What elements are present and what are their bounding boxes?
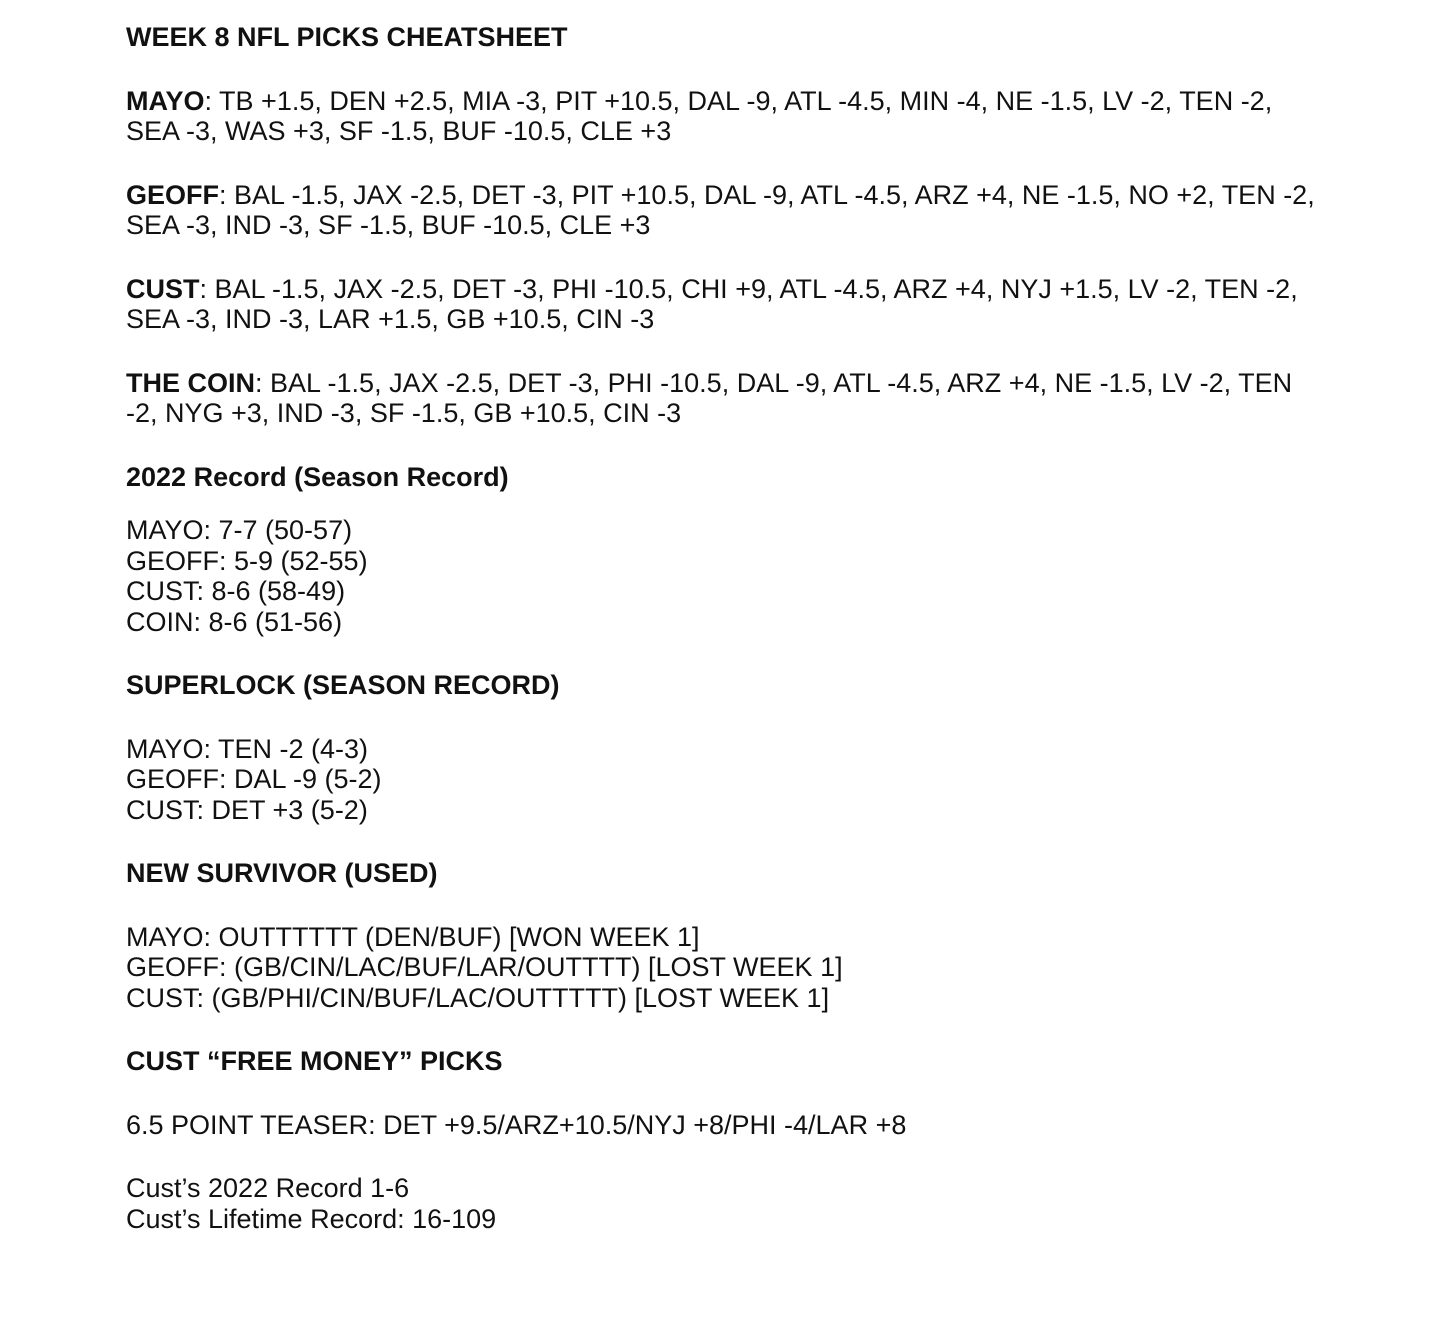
superlock-list	[126, 734, 1326, 826]
picks-list: : TB +1.5, DEN +2.5, MIA -3, PIT +10.5, DAL -9, ATL -4.5, MIN -4, NE -1.5, LV -2, TEN -2, SEA -3, WAS +3, SF -1.5, BUF -10.5, CLE +3	[126, 85, 1273, 146]
picker-name: CUST	[126, 273, 200, 304]
document-title: WEEK 8 NFL PICKS CHEATSHEET	[126, 22, 568, 52]
teaser-pick	[126, 1110, 1326, 1141]
survivor-list	[126, 922, 1326, 1014]
picks-mayo	[126, 86, 1326, 147]
survivor-line: CUST: (GB/PHI/CIN/BUF/LAC/OUTTTTT) [LOST WEEK 1]	[126, 982, 830, 1013]
cust-records	[126, 1173, 1326, 1234]
picks-list: : BAL -1.5, JAX -2.5, DET -3, PHI -10.5, CHI +9, ATL -4.5, ARZ +4, NYJ +1.5, LV -2, TEN -2, SEA -3, IND -3, LAR +1.5, GB +10.5, CIN -3	[126, 273, 1298, 334]
superlock-line: CUST: DET +3 (5-2)	[126, 794, 368, 825]
picker-name: GEOFF	[126, 179, 219, 210]
picks-list: : BAL -1.5, JAX -2.5, DET -3, PHI -10.5, DAL -9, ATL -4.5, ARZ +4, NE -1.5, LV -2, TEN -2, NYG +3, IND -3, SF -1.5, GB +10.5, CIN -3	[126, 367, 1293, 428]
survivor-heading: NEW SURVIVOR (USED)	[126, 858, 438, 888]
survivor-line: MAYO: OUTTTTTT (DEN/BUF) [WON WEEK 1]	[126, 921, 700, 952]
cust-record-line: Cust’s 2022 Record 1-6	[126, 1173, 410, 1203]
record-line: COIN: 8-6 (51-56)	[126, 606, 343, 637]
superlock-line: MAYO: TEN -2 (4-3)	[126, 733, 369, 764]
record-line: GEOFF: 5-9 (52-55)	[126, 545, 368, 576]
record-heading: 2022 Record (Season Record)	[126, 461, 509, 492]
superlock-heading: SUPERLOCK (SEASON RECORD)	[126, 670, 560, 700]
picker-name: THE COIN	[126, 367, 256, 398]
picker-name: MAYO	[126, 85, 205, 116]
superlock-line: GEOFF: DAL -9 (5-2)	[126, 764, 382, 794]
record-line: MAYO: 7-7 (50-57)	[126, 515, 353, 545]
record-line: CUST: 8-6 (58-49)	[126, 576, 346, 606]
cust-record-line: Cust’s Lifetime Record: 16-109	[126, 1203, 497, 1234]
teaser-line: 6.5 POINT TEASER: DET +9.5/ARZ+10.5/NYJ +8/PHI -4/LAR +8	[126, 1109, 907, 1140]
picks-cust	[126, 274, 1326, 335]
picks-the-coin	[126, 368, 1326, 429]
record-list	[126, 515, 1326, 637]
free-money-heading: CUST “FREE MONEY” PICKS	[126, 1046, 503, 1076]
picks-geoff	[126, 180, 1326, 241]
picks-list: : BAL -1.5, JAX -2.5, DET -3, PIT +10.5, DAL -9, ATL -4.5, ARZ +4, NE -1.5, NO +2, TEN -2, SEA -3, IND -3, SF -1.5, BUF -10.5, CLE +3	[126, 179, 1315, 240]
cheatsheet-document	[126, 22, 1326, 1267]
survivor-line: GEOFF: (GB/CIN/LAC/BUF/LAR/OUTTTT) [LOST WEEK 1]	[126, 952, 843, 982]
